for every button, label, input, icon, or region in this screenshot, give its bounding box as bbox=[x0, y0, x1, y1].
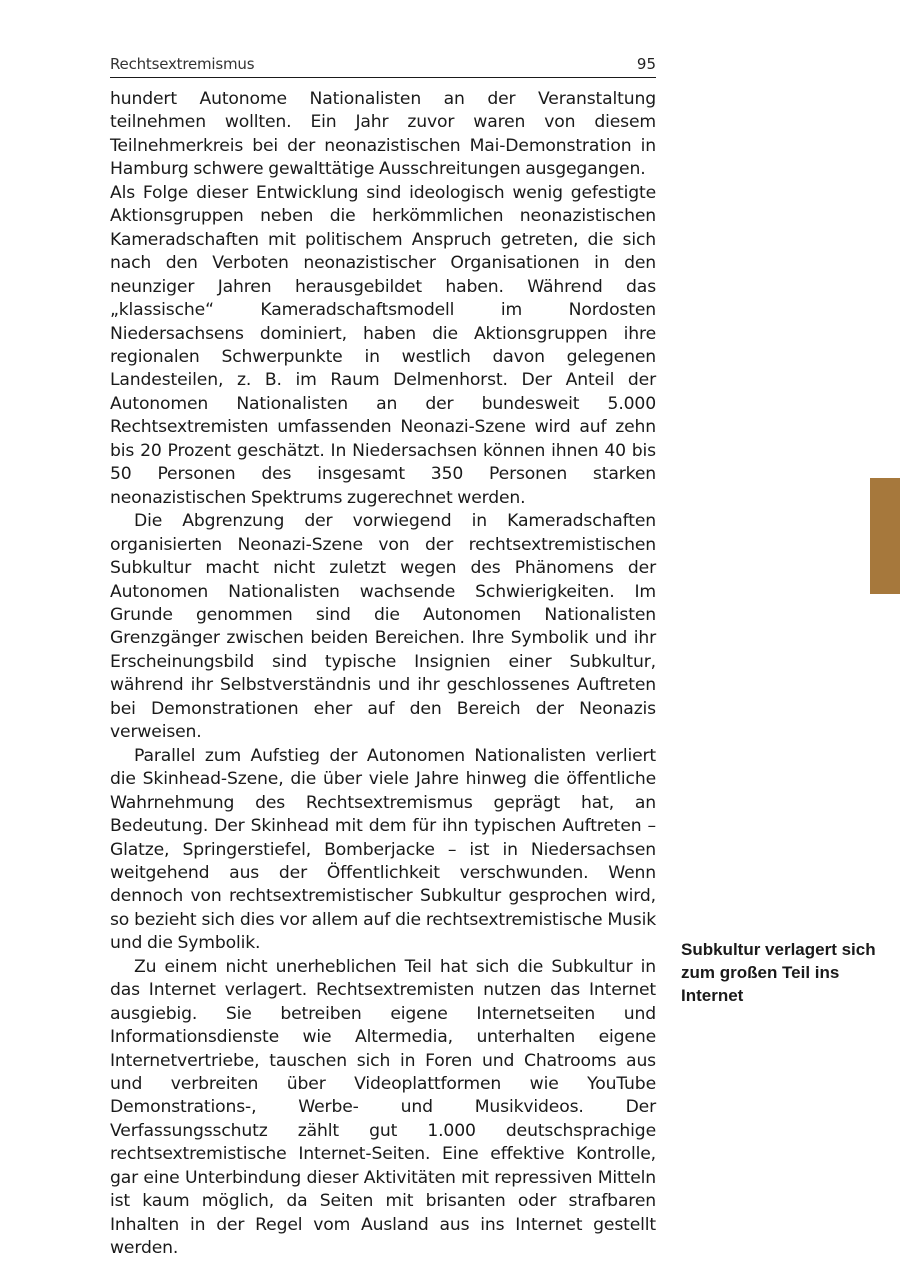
paragraph: Als Folge dieser Entwicklung sind ideologisch wenig gefestigte Aktionsgruppen neben die herkömmlichen neonazistischen Kameradschaften mit politischem Anspruch getreten, die sich nach den Verboten neonazistischer Organisationen in den neunziger Jahren herausgebildet haben. Während das „klassische“ Kameradschaftsmodell im Nordosten Niedersachsens dominiert, haben die Aktionsgruppen ihre regionalen Schwerpunkte in westlich davon gelegenen Landesteilen, z. B. im Raum Delmenhorst. Der Anteil der Autonomen Nationalisten an der bundesweit 5.000 Rechtsextremisten umfassenden Neonazi-Szene wird auf zehn bis 20 Prozent geschätzt. In Niedersachsen können ihnen 40 bis 50 Personen des insgesamt 350 Personen starken neonazistischen Spektrums zugerechnet werden. bbox=[110, 182, 656, 508]
paragraph: Die Abgrenzung der vorwiegend in Kameradschaften organisierten Neonazi-Szene von der rechtsextremistischen Subkultur macht nicht zuletzt wegen des Phänomens der Autonomen Nationalisten wachsende Schwierigkeiten. Im Grunde genommen sind die Autonomen Nationalisten Grenzgänger zwischen beiden Bereichen. Ihre Symbolik und ihr Erscheinungsbild sind typische Insignien einer Subkultur, während ihr Selbstverständnis und ihr geschlossenes Auftreten bei Demonstrationen eher auf den Bereich der Neonazis verweisen. bbox=[110, 511, 656, 743]
margin-note: Subkultur verlagert sich zum großen Teil ins Internet bbox=[681, 940, 876, 1005]
body-text bbox=[110, 88, 656, 1261]
paragraph: Parallel zum Aufstieg der Autonomen Nationalisten verliert die Skinhead-Szene, die über viele Jahre hinweg die öffentliche Wahrnehmung des Rechtsextremismus geprägt hat, an Bedeutung. Der Skinhead mit dem für ihn typischen Auftreten – Glatze, Springerstiefel, Bomberjacke – ist in Niedersachsen weitgehend aus der Öffentlichkeit verschwunden. Wenn dennoch von rechtsextremistischer Subkultur gesprochen wird, so bezieht sich dies vor allem auf die rechtsextremistische Musik und die Symbolik. bbox=[110, 745, 656, 954]
running-title: Rechtsextremismus bbox=[110, 55, 255, 73]
paragraph: hundert Autonome Nationalisten an der Veranstaltung teilnehmen wollten. Ein Jahr zuvor waren von diesem Teilnehmerkreis bei der neonazistischen Mai-Demonstration in Hamburg schwere gewalttätige Ausschreitungen ausgegangen. bbox=[110, 89, 656, 180]
page-header bbox=[110, 53, 656, 78]
chapter-thumb-tab bbox=[870, 478, 900, 594]
paragraph: Zu einem nicht unerheblichen Teil hat sich die Subkultur in das Internet verlagert. Rechtsextremisten nutzen das Internet ausgiebig. Sie betreiben eigene Internetseiten und Informationsdienste wie Altermedia, unterhalten eigene Internetvertriebe, tauschen sich in Foren und Chatrooms aus und verbreiten über Videoplattformen wie YouTube Demonstrations-, Werbe- und Musikvideos. Der Verfassungsschutz zählt gut 1.000 deutschsprachige rechtsextremistische Internet-Seiten. Eine effektive Kontrolle, gar eine Unterbindung dieser Aktivitäten mit repressiven Mitteln ist kaum möglich, da Seiten mit brisanten oder strafbaren Inhalten in der Regel vom Ausland aus ins Internet gestellt werden. bbox=[110, 956, 656, 1259]
page-number: 95 bbox=[636, 55, 656, 73]
